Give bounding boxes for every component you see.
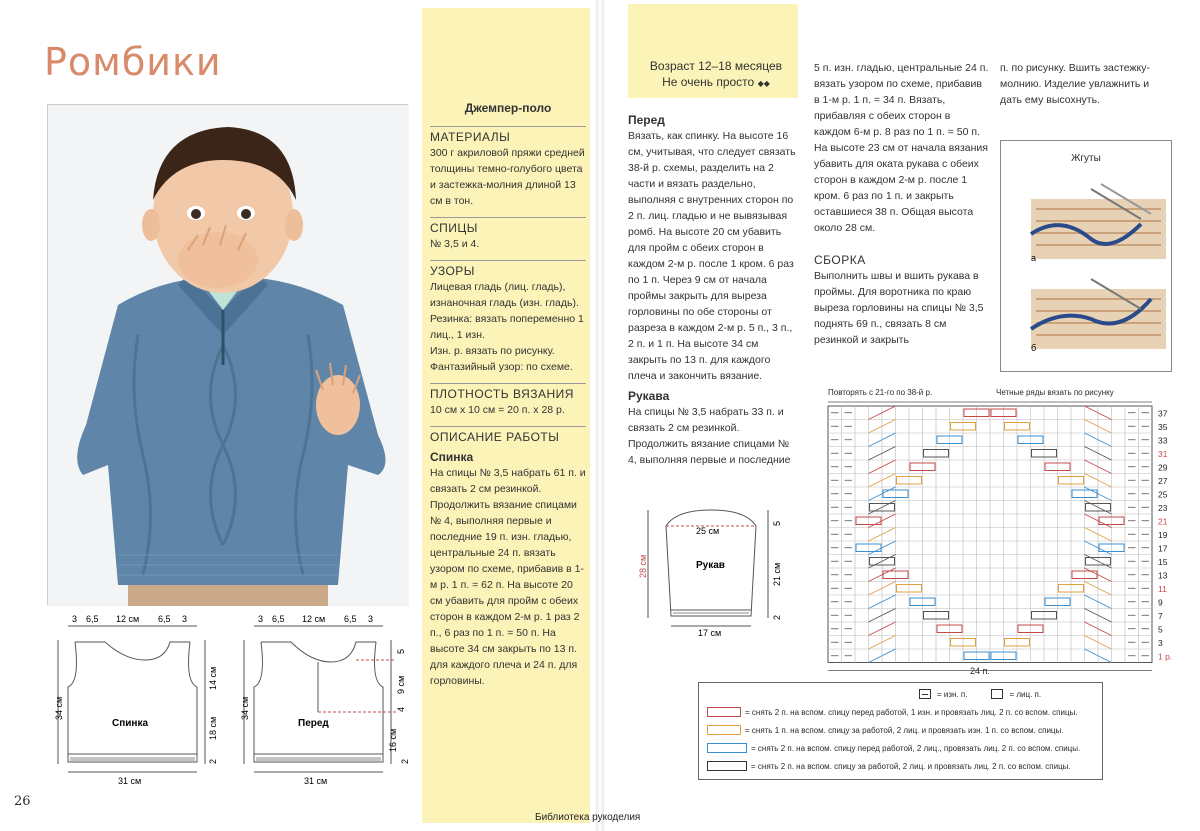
row-number: 27 <box>1158 476 1168 486</box>
row-number: 1 р. <box>1158 651 1173 662</box>
legend-row-3: = снять 2 п. на вспом. спицу перед работой, 2 лиц., провязать лиц. 2 п. со вспом. спицы. <box>751 743 1081 753</box>
back-right-3: 2 <box>208 758 218 764</box>
legend-knit: = лиц. п. <box>1009 689 1042 699</box>
needles-text: № 3,5 и 4. <box>430 238 480 250</box>
text-column-4 <box>1000 60 1165 108</box>
chart-repeat-label: Повторять с 21-го по 38-й р. <box>828 388 933 397</box>
back-top-5: 3 <box>182 614 188 624</box>
front-top-1: 3 <box>258 614 264 624</box>
divider <box>430 126 586 127</box>
sleeve-diagram <box>636 506 786 641</box>
back-top-1: 3 <box>72 614 78 624</box>
back-text: На спицы № 3,5 набрать 61 п. и связать 2 см резинкой. Продолжить вязание спицами № 4, выполняя первые и последние 19 п. изн. гладью, центральные 24 п. вязать узором по схеме, прибавив в 1-м р. 1 п. = 62 п. На высоте 20 см убавить для пройм с обеих сторон в каждом 2-м р. 1 раз 2 п., 6 раз по 1 п. = 50 п. На высоте 34 см закрыть по 13 п. для каждого плеча и 24 п. для горловины. <box>430 467 586 687</box>
difficulty-mark: ◆◆ <box>757 79 770 88</box>
chart-width-label: 24 п. <box>970 666 990 676</box>
sleeve-label: Рукав <box>696 560 725 571</box>
density-title: ПЛОТНОСТЬ ВЯЗАНИЯ <box>430 387 574 401</box>
row-number: 19 <box>1158 530 1168 540</box>
front-right-a1: 5 <box>396 648 406 654</box>
density-text: 10 см x 10 см = 20 п. x 28 р. <box>430 404 565 416</box>
row-number: 13 <box>1158 570 1168 581</box>
chart-legend <box>698 682 1103 780</box>
materials-title: МАТЕРИАЛЫ <box>430 130 511 144</box>
baby-sweater-illustration <box>48 105 409 606</box>
row-number: 33 <box>1158 435 1168 446</box>
front-right-a3: 4 <box>396 706 406 712</box>
cable-symbol-1 <box>707 707 741 717</box>
front-right-b1: 16 см <box>388 728 398 752</box>
cable-symbol-2 <box>707 725 741 735</box>
sleeve-right-2: 21 см <box>772 562 782 586</box>
back-height: 34 см <box>54 696 64 720</box>
sleeve-right-3: 2 <box>772 614 782 620</box>
materials-text: 300 г акриловой пряжи средней толщины темно-голубого цвета и застежка-молния длиной 13 см в тон. <box>430 147 585 207</box>
row-number: 3 <box>1158 638 1163 648</box>
back-right-1: 14 см <box>208 666 218 690</box>
legend-row-4: = снять 2 п. на вспом. спицу за работой, 2 лиц. и провязать лиц. 2 п. со вспом. спицы. <box>751 761 1071 771</box>
legend-row-2: = снять 1 п. на вспом. спицу за работой, 2 лиц. и провязать изн. 1 п. со вспом. спицы. <box>745 725 1064 735</box>
row-number: 23 <box>1158 503 1168 513</box>
svg-text:а: а <box>1031 253 1037 263</box>
knit-symbol <box>991 689 1003 699</box>
assembly-text: Выполнить швы и вшить рукава в проймы. Для воротника по краю выреза горловины на спицы № 3,5 поднять 69 п., связать 8 см резинкой и закрыть <box>814 270 984 346</box>
sleeve-title: Рукава <box>628 389 670 403</box>
assembly-title: СБОРКА <box>814 253 866 267</box>
row-number: 11 <box>1158 584 1167 594</box>
knitting-chart <box>820 388 1173 678</box>
divider <box>430 217 586 218</box>
patterns-text-4: Фантазийный узор: по схеме. <box>430 361 573 373</box>
front-top-2: 6,5 <box>272 614 285 624</box>
divider <box>430 383 586 384</box>
front-title: Перед <box>628 113 665 127</box>
patterns-title: УЗОРЫ <box>430 264 475 278</box>
sleeve-text: На спицы № 3,5 набрать 33 п. и связать 2 см резинкой. Продолжить вязание спицами № 4, выполняя первые и последние <box>628 406 791 466</box>
front-top-4: 6,5 <box>344 614 357 624</box>
row-number: 21 <box>1158 516 1168 527</box>
front-height: 34 см <box>240 696 250 720</box>
front-right-a2: 9 см <box>396 675 406 694</box>
back-right-2: 18 см <box>208 716 218 740</box>
back-top-2: 6,5 <box>86 614 99 624</box>
description-title: ОПИСАНИЕ РАБОТЫ <box>430 430 560 444</box>
row-number: 25 <box>1158 489 1168 500</box>
back-label: Спинка <box>112 718 149 729</box>
cables-title: Жгуты <box>1071 153 1101 164</box>
age-block <box>636 58 796 92</box>
row-number: 35 <box>1158 422 1168 432</box>
footer-label: Библиотека рукоделия <box>535 812 641 823</box>
row-number: 37 <box>1158 408 1168 419</box>
row-number: 29 <box>1158 462 1168 473</box>
legend-row-1: = снять 2 п. на вспом. спицу перед работой, 1 изн. и провязать лиц. 2 п. со вспом. спицы. <box>745 707 1078 717</box>
cable-symbol-3 <box>707 743 747 753</box>
needles-title: СПИЦЫ <box>430 221 478 235</box>
svg-text:б: б <box>1031 343 1037 353</box>
patterns-text-1: Лицевая гладь (лиц. гладь), изнаночная гладь (изн. гладь). <box>430 281 579 309</box>
sleeve-height: 28 см <box>638 554 648 578</box>
cable-symbol-4 <box>707 761 747 771</box>
col2-text: 5 п. изн. гладью, центральные 24 п. вязать узором по схеме, прибавив в 1-м р. 1 п. = 34 п. Вязать, прибавляя с обеих сторон в каждом 6-м р. 8 раз по 1 п. = 50 п. На высоте 23 см от начала вязания убавить для оката рукава с обеих сторон в каждом 2-м р. после 1 кром. 6 раз по 1 п. и закрыть оставшиеся 38 п. Общая высота около 28 см. <box>814 62 989 234</box>
front-top-5: 3 <box>368 614 374 624</box>
back-top-4: 6,5 <box>158 614 171 624</box>
front-text: Вязать, как спинку. На высоте 16 см, учитывая, что следует связать 38-й р. схемы, разделить на 2 части и вязать раздельно, выполняя с внутренних сторон по 2 п. лиц. гладью и не вывязывая ромб. На высоте 20 см убавить для пройм с обеих сторон в каждом 2-м р. после 1 кром. 6 раз по 1 п. Через 9 см от начала проймы закрыть для выреза горловины по обе стороны от разреза в каждом 2-м р. 5 п., 3 п., 2 п. и 1 п. На высоте 34 см закрыть по 13 п. для каждого плеча и закончить вязание. <box>628 130 796 382</box>
divider <box>430 260 586 261</box>
front-top-3: 12 см <box>302 614 326 624</box>
purl-symbol <box>919 689 931 699</box>
row-number: 9 <box>1158 597 1163 608</box>
chart-even-rows-label: Четные ряды вязать по рисунку <box>996 388 1114 397</box>
patterns-text-3: Изн. р. вязать по рисунку. <box>430 345 555 357</box>
cables-drawing <box>1001 169 1171 369</box>
front-width: 31 см <box>304 776 328 786</box>
sleeve-top: 25 см <box>696 526 720 536</box>
row-number: 15 <box>1158 557 1168 567</box>
text-column-3 <box>814 60 989 348</box>
legend-purl: = изн. п. <box>937 689 968 699</box>
back-top-3: 12 см <box>116 614 140 624</box>
back-width: 31 см <box>118 776 142 786</box>
front-label: Перед <box>298 718 329 729</box>
text-column-2 <box>628 112 796 468</box>
front-right-b2: 2 <box>400 758 410 764</box>
row-number: 7 <box>1158 611 1163 621</box>
text-column-1 <box>430 100 586 689</box>
back-diagram <box>50 612 230 788</box>
sleeve-bottom: 17 см <box>698 628 722 638</box>
difficulty-label: Не очень просто <box>662 75 755 89</box>
row-number: 31 <box>1158 449 1168 459</box>
age-label: Возраст 12–18 месяцев <box>649 59 783 73</box>
divider <box>430 426 586 427</box>
section-header-label: Джемпер-поло <box>464 101 552 115</box>
patterns-text-2: Резинка: вязать попеременно 1 лиц., 1 изн. <box>430 313 584 341</box>
baby-photo <box>47 104 408 605</box>
front-diagram <box>236 612 416 788</box>
col3-text: п. по рисунку. Вшить застежку-молнию. Изделие увлажнить и дать ему высохнуть. <box>1000 62 1150 106</box>
sleeve-right-1: 5 <box>772 520 782 526</box>
chart-grid <box>820 388 1173 678</box>
back-title: Спинка <box>430 450 474 464</box>
row-number: 5 <box>1158 624 1163 635</box>
row-number: 17 <box>1158 543 1168 554</box>
page-number: 26 <box>14 794 31 809</box>
cables-illustration <box>1000 140 1172 372</box>
page-title: Ромбики <box>44 40 222 84</box>
